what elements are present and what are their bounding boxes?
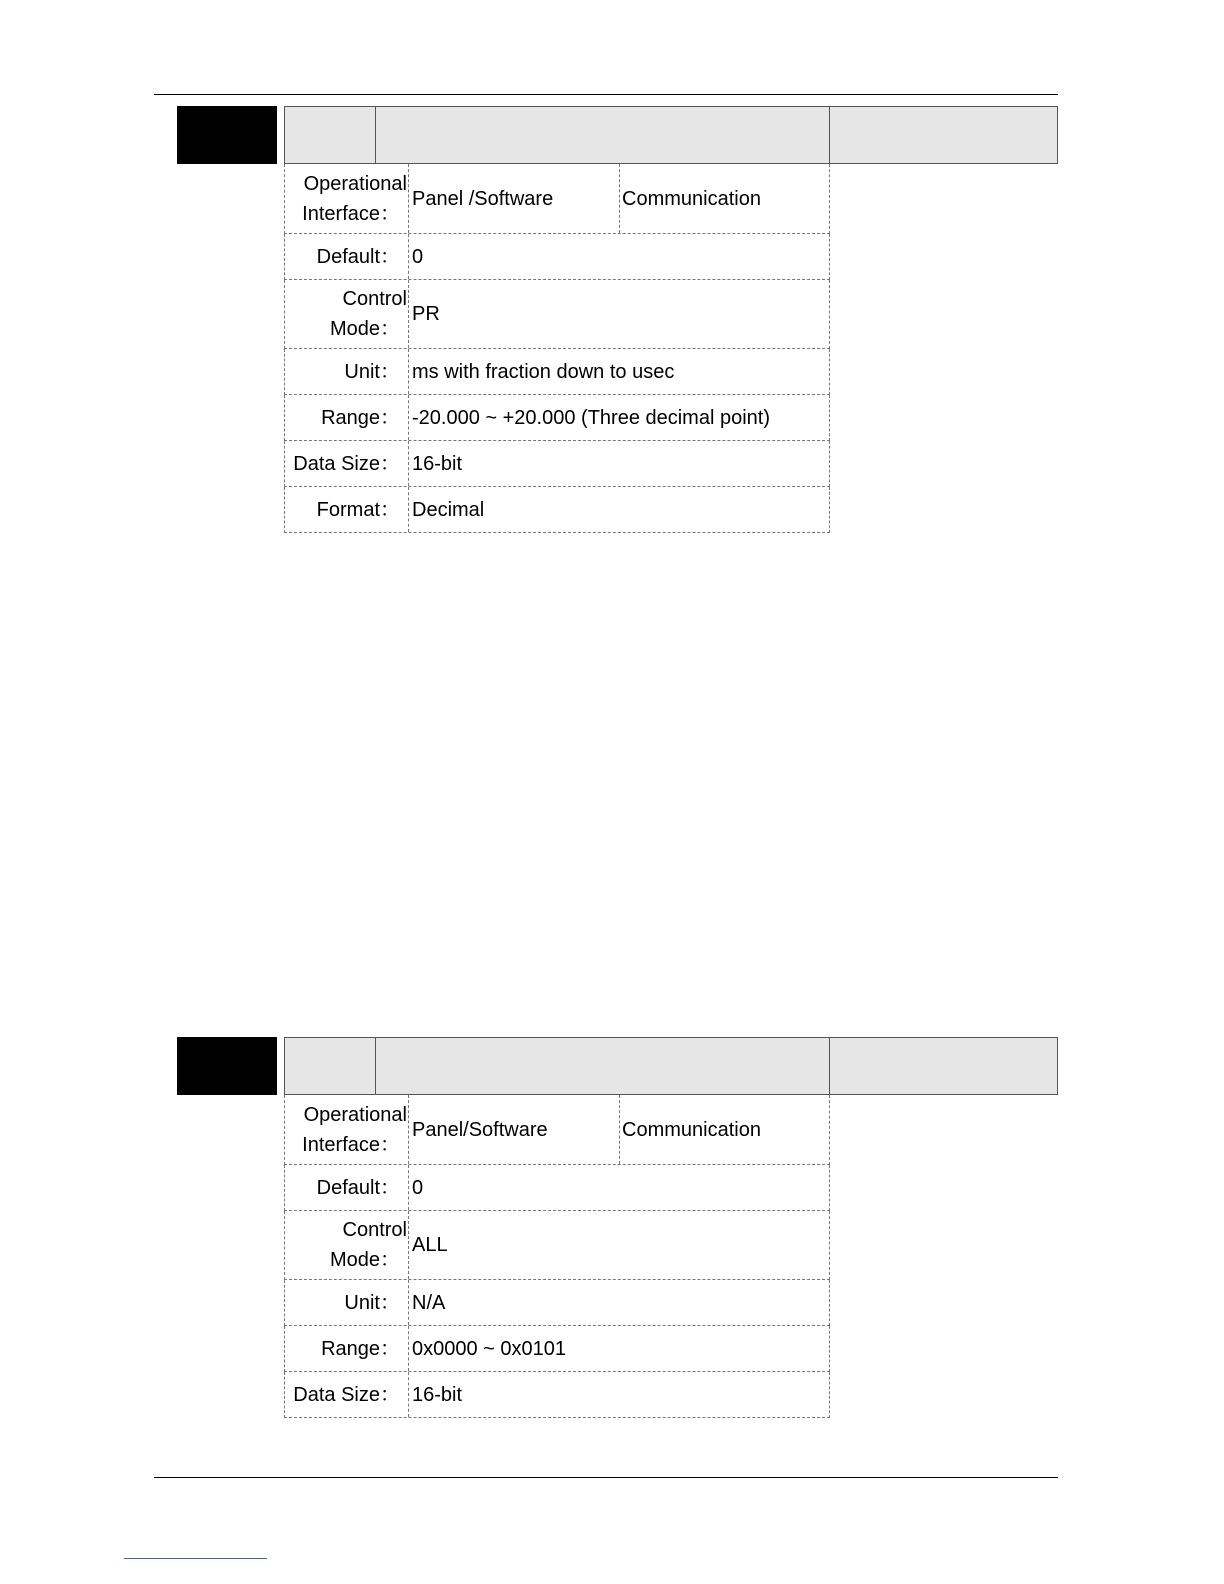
parameter-address-cell-right	[830, 1037, 1058, 1095]
operational-interface-value	[409, 164, 829, 233]
default-value: 0	[412, 1176, 424, 1199]
panel-software-value: Panel/Software	[409, 1095, 620, 1164]
parameter-address-cell	[284, 1037, 376, 1095]
unit-row	[284, 1280, 830, 1326]
format-label: Format：	[285, 487, 409, 532]
data-size-value: 16-bit	[412, 452, 463, 475]
control-mode-row	[284, 280, 830, 349]
unit-value: ms with fraction down to usec	[412, 360, 675, 383]
operational-interface-row	[284, 164, 830, 234]
unit-row	[284, 349, 830, 395]
parameter-address-cell	[284, 106, 376, 164]
footer-rule	[154, 1477, 1058, 1478]
control-mode-label: Control Mode：	[285, 1211, 409, 1279]
header-rule	[154, 94, 1058, 95]
default-row	[284, 1165, 830, 1211]
parameter-address-cell-right	[830, 106, 1058, 164]
unit-value: N/A	[412, 1291, 446, 1314]
data-size-row	[284, 1372, 830, 1418]
default-value: 0	[412, 245, 424, 268]
range-label: Range：	[285, 1326, 409, 1371]
range-value: 0x0000 ~ 0x0101	[412, 1337, 567, 1360]
unit-label: Unit：	[285, 1280, 409, 1325]
operational-interface-value	[409, 1095, 829, 1164]
range-row	[284, 1326, 830, 1372]
parameter-code-tab	[177, 106, 277, 164]
control-mode-value: ALL	[412, 1234, 448, 1256]
parameter-name-cell	[376, 1037, 830, 1095]
footer-link-underline[interactable]	[124, 1558, 267, 1559]
parameter-code-tab	[177, 1037, 277, 1095]
data-size-value: 16-bit	[412, 1383, 463, 1406]
parameter-attributes-table	[284, 1095, 830, 1418]
parameter-header-row	[284, 1037, 1058, 1095]
data-size-label: Data Size：	[285, 1372, 409, 1417]
default-row	[284, 234, 830, 280]
format-row	[284, 487, 830, 533]
data-size-row	[284, 441, 830, 487]
communication-value: Communication	[622, 187, 761, 210]
range-value: -20.000 ~ +20.000 (Three decimal point)	[412, 406, 770, 429]
operational-interface-label: Operational Interface：	[285, 1095, 409, 1164]
data-size-label: Data Size：	[285, 441, 409, 486]
control-mode-value: PR	[412, 303, 440, 325]
operational-interface-row	[284, 1095, 830, 1165]
range-row	[284, 395, 830, 441]
control-mode-label: Control Mode：	[285, 280, 409, 348]
unit-label: Unit：	[285, 349, 409, 394]
default-label: Default：	[285, 234, 409, 279]
operational-interface-label: Operational Interface：	[285, 164, 409, 233]
parameter-name-cell	[376, 106, 830, 164]
format-value: Decimal	[412, 498, 485, 521]
default-label: Default：	[285, 1165, 409, 1210]
panel-software-value: Panel /Software	[409, 164, 620, 233]
range-label: Range：	[285, 395, 409, 440]
control-mode-row	[284, 1211, 830, 1280]
communication-value: Communication	[622, 1118, 761, 1141]
parameter-header-row	[284, 106, 1058, 164]
parameter-attributes-table	[284, 164, 830, 533]
